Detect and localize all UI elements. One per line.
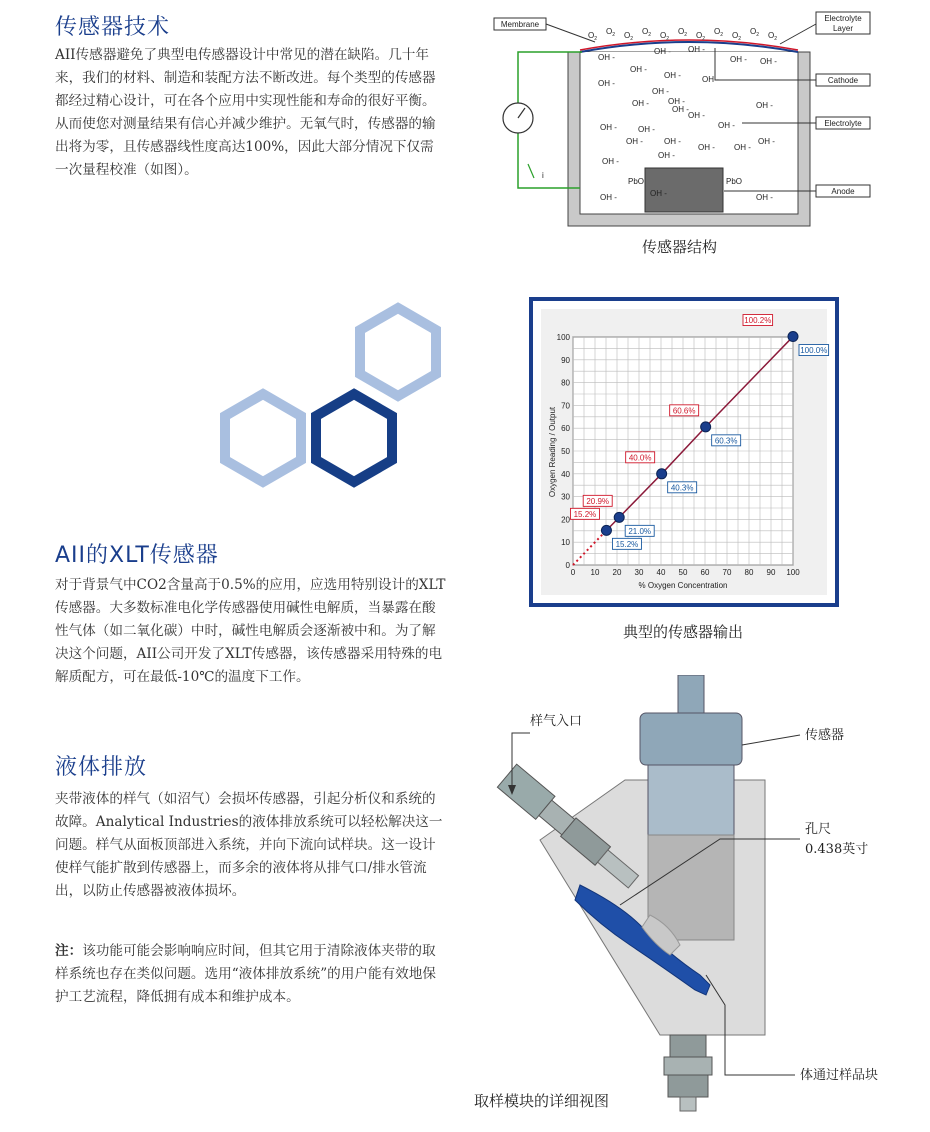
block-label: 体通过样品块 xyxy=(800,1068,879,1083)
x-tick-label: 40 xyxy=(656,568,666,577)
oh-ion: OH - xyxy=(650,189,667,198)
oh-ion: OH - xyxy=(702,75,719,84)
oh-ion: OH - xyxy=(632,99,649,108)
oh-ion: OH - xyxy=(698,143,715,152)
data-point xyxy=(657,469,667,479)
x-tick-label: 100 xyxy=(786,568,800,577)
hexagon-light-top xyxy=(360,308,436,396)
sensor-top-nut xyxy=(678,675,704,715)
sampling-block-caption: 取样模块的详细视图 xyxy=(474,1092,610,1110)
drain-note xyxy=(55,940,447,1009)
x-tick-label: 20 xyxy=(612,568,622,577)
section-heading-xlt: AII的XLT传感器 xyxy=(55,543,219,568)
oh-ion: OH - xyxy=(734,143,751,152)
sensor-label: 传感器 xyxy=(805,728,845,743)
anode-label: Anode xyxy=(831,187,855,196)
oh-ion: OH - xyxy=(598,53,615,62)
y-tick-label: 80 xyxy=(561,378,570,388)
inlet-label: 样气入口 xyxy=(530,714,583,729)
x-tick-label: 80 xyxy=(744,568,754,577)
oh-ion: OH - xyxy=(672,105,689,114)
x-axis-label: % Oxygen Concentration xyxy=(638,581,728,590)
y-tick-label: 0 xyxy=(565,561,570,570)
y-tick-label: 40 xyxy=(561,469,570,479)
pbo-left-label: PbO xyxy=(628,177,645,186)
oh-ion: OH - xyxy=(756,193,773,202)
section-heading-drain: 液体排放 xyxy=(55,755,148,780)
oh-ion: OH - xyxy=(630,65,647,74)
oh-ion: OH - xyxy=(688,45,705,54)
concentration-label: 21.0% xyxy=(628,526,652,536)
bore-label-2: 0.438英寸 xyxy=(805,842,869,857)
oh-ion: OH - xyxy=(730,55,747,64)
x-tick-label: 10 xyxy=(590,568,600,577)
data-point xyxy=(601,525,611,535)
o2-molecule: $O_2$ xyxy=(768,31,778,42)
cathode-label: Cathode xyxy=(827,76,859,85)
membrane-label: Membrane xyxy=(500,20,540,29)
oh-ion: OH - xyxy=(602,157,619,166)
oh-ion: OH - xyxy=(638,125,655,134)
current-label: i xyxy=(542,171,544,180)
section-heading-sensor-tech: 传感器技术 xyxy=(55,15,171,40)
electrolyte-layer-label-1: Electrolyte xyxy=(824,14,862,23)
concentration-label: 40.3% xyxy=(670,483,694,493)
o2-molecule: $O_2$ xyxy=(588,31,598,42)
oh-ion: OH - xyxy=(658,151,675,160)
o2-molecule: $O_2$ xyxy=(714,27,724,38)
y-tick-label: 20 xyxy=(561,515,570,525)
o2-molecule: $O_2$ xyxy=(624,31,634,42)
y-tick-label: 70 xyxy=(561,401,570,411)
note-text: 该功能可能会影响响应时间，但其它用于清除液体夹带的取样系统也存在类似问题。选用“液体排放系统”的用户能有效地保护工艺流程，降低拥有成本和维护成本。 xyxy=(55,943,436,1005)
hexagon-dark xyxy=(316,394,392,482)
data-point xyxy=(614,512,624,522)
sampling-block-detail xyxy=(470,675,910,1115)
data-point xyxy=(788,332,798,342)
concentration-label: 100.0% xyxy=(800,346,828,356)
o2-molecule: $O_2$ xyxy=(660,31,670,42)
electrolyte-layer-label-2: Layer xyxy=(832,24,854,33)
y-tick-label: 50 xyxy=(561,447,570,456)
y-tick-label: 60 xyxy=(561,424,570,434)
reading-label: 60.6% xyxy=(672,406,696,416)
electrolyte-label: Electrolyte xyxy=(824,119,862,128)
y-tick-label: 10 xyxy=(561,538,570,548)
reading-label: 40.0% xyxy=(628,453,652,463)
x-tick-label: 0 xyxy=(570,568,576,577)
sensor-structure-diagram xyxy=(490,8,890,230)
oh-ion: OH - xyxy=(664,71,681,80)
reading-label: 100.2% xyxy=(744,316,772,326)
reading-label: 15.2% xyxy=(573,509,597,519)
oh-ion: OH - xyxy=(668,97,685,106)
oh-ion: OH - xyxy=(758,137,775,146)
concentration-label: 60.3% xyxy=(714,436,738,446)
o2-molecule: $O_2$ xyxy=(732,31,742,42)
x-tick-label: 60 xyxy=(700,568,710,577)
sensor-body xyxy=(640,713,742,765)
sensor-output-caption: 典型的传感器输出 xyxy=(623,623,744,641)
y-axis-label: Oxygen Reading / Output xyxy=(548,406,557,498)
drain-paragraph: 夹带液体的样气（如沼气）会损坏传感器，引起分析仪和系统的故障。Analytical Industries的液体排放系统可以轻松解决这一问题。样气从面板顶部进入系统，并向下流向试样块。这一设计使样气能扩散到传感器上，而多余的液体将从排气口/排水管流出，以防止传感器被液体损坏。 xyxy=(55,791,443,899)
hexagon-decoration xyxy=(215,300,455,490)
sensor-tech-paragraph: AII传感器避免了典型电传感器设计中常见的潜在缺陷。几十年来，我们的材料、制造和装配方法不断改进。每个类型的传感器都经过精心设计，可在各个应用中实现性能和寿命的很好平衡。从而使您对测量结果有信心并减少维护。无氧气时，传感器的输出将为零，且传感器线性度高达100%，因此大部分情况下仅需一次量程校准（如图）。 xyxy=(55,47,436,178)
oh-ion: OH - xyxy=(600,123,617,132)
y-tick-label: 90 xyxy=(561,355,570,365)
xlt-paragraph: 对于背景气中CO2含量高于0.5%的应用，应选用特别设计的XLT传感器。大多数标准电化学传感器使用碱性电解质，当暴露在酸性气体（如二氧化碳）中时，碱性电解质会逐渐被中和。为了解决这个问题，AII公司开发了XLT传感器，该传感器采用特殊的电解质配方，可在最低-10℃的温度下工作。 xyxy=(55,577,446,685)
y-tick-label: 100 xyxy=(556,333,570,342)
note-label: 注： xyxy=(55,943,83,959)
oh-ion: OH - xyxy=(654,47,671,56)
o2-molecule: $O_2$ xyxy=(642,27,652,38)
x-tick-label: 70 xyxy=(722,568,732,577)
sensor-output-chart xyxy=(529,297,839,607)
oh-ion: OH - xyxy=(664,137,681,146)
concentration-label: 15.2% xyxy=(615,539,639,549)
x-tick-label: 90 xyxy=(766,568,776,577)
o2-molecule: $O_2$ xyxy=(696,31,706,42)
oh-ion: OH - xyxy=(600,193,617,202)
oh-ion: OH - xyxy=(598,79,615,88)
reading-label: 20.9% xyxy=(586,496,610,506)
oh-ion: OH - xyxy=(652,87,669,96)
oh-ion: OH - xyxy=(688,111,705,120)
drain-fitting xyxy=(670,1035,706,1057)
x-tick-label: 50 xyxy=(678,568,688,577)
y-tick-label: 30 xyxy=(561,492,570,502)
oh-ion: OH - xyxy=(718,121,735,130)
o2-molecule: $O_2$ xyxy=(606,27,616,38)
o2-molecule: $O_2$ xyxy=(750,27,760,38)
oh-ion: OH - xyxy=(626,137,643,146)
x-tick-label: 30 xyxy=(634,568,644,577)
oh-ion: OH - xyxy=(760,57,777,66)
bore-label-1: 孔尺 xyxy=(805,822,832,837)
oh-ion: OH - xyxy=(756,101,773,110)
o2-molecule: $O_2$ xyxy=(678,27,688,38)
data-point xyxy=(701,422,711,432)
pbo-right-label: PbO xyxy=(726,177,743,186)
sensor-structure-caption: 传感器结构 xyxy=(642,238,718,256)
hexagon-light-left xyxy=(225,394,301,482)
